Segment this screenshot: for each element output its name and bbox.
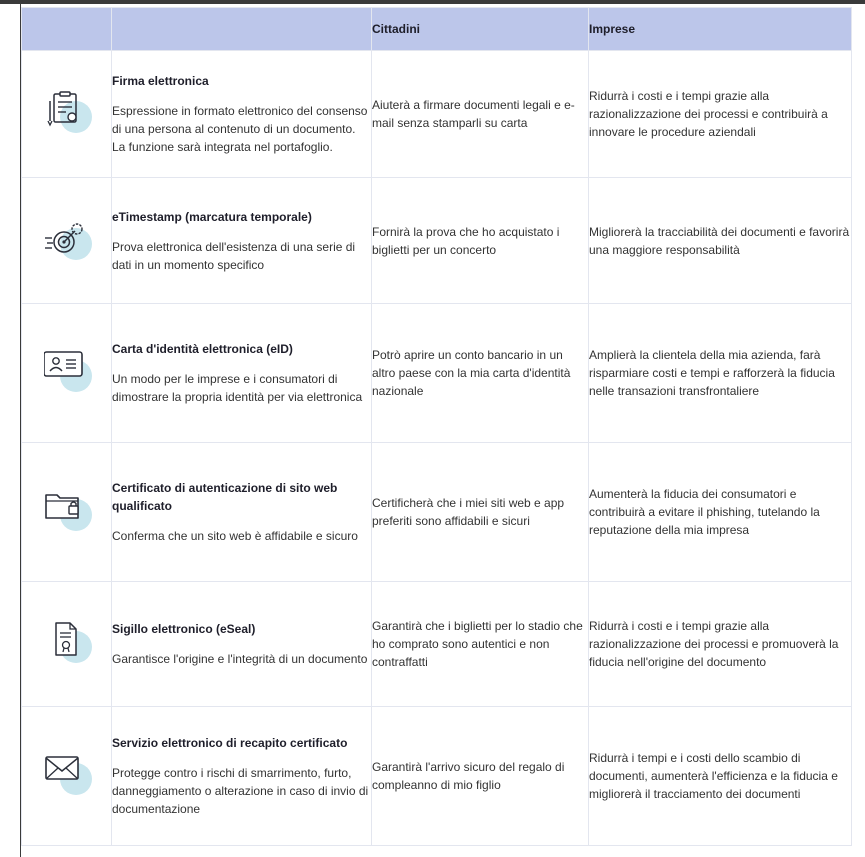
- header-companies: Imprese: [589, 8, 852, 51]
- icon-cell: [22, 178, 112, 304]
- table-row: [22, 51, 852, 178]
- service-description: Espressione in formato elettronico del consenso di una persona al contenuto di un documento. La funzione sarà integrata nel portafoglio.: [112, 104, 368, 154]
- sealed-certificate-icon: [44, 621, 100, 667]
- companies-cell: Ridurrà i costi e i tempi grazie alla razionalizzazione dei processi e promuoverà la fiducia nell'origine del documento: [589, 582, 852, 707]
- id-card-icon: [44, 350, 100, 396]
- icon-cell: [22, 443, 112, 582]
- service-description: Prova elettronica dell'esistenza di una serie di dati in un momento specifico: [112, 239, 356, 272]
- service-name: Firma elettronica: [112, 74, 209, 88]
- table-row: [22, 304, 852, 443]
- secure-folder-lock-icon: [44, 489, 100, 535]
- icon-cell: [22, 582, 112, 707]
- eidas-services-table: [21, 7, 852, 846]
- citizens-cell: Certificherà che i miei siti web e app preferiti sono affidabili e sicuri: [372, 443, 589, 582]
- service-cell: [112, 443, 372, 582]
- service-description: Conferma che un sito web è affidabile e sicuro: [112, 529, 358, 543]
- table-row: [22, 582, 852, 707]
- service-name: Carta d'identità elettronica (eID): [112, 342, 293, 356]
- companies-cell: Amplierà la clientela della mia azienda, farà risparmiare costi e tempi e rafforzerà la fiducia nelle transazioni transfrontaliere: [589, 304, 852, 443]
- citizens-cell: Garantirà che i biglietti per lo stadio che ho comprato sono autentici e non contraffatti: [372, 582, 589, 707]
- timestamp-target-gear-icon: [44, 218, 100, 264]
- citizens-cell: Aiuterà a firmare documenti legali e e-mail senza stamparli su carta: [372, 51, 589, 178]
- service-description: Garantisce l'origine e l'integrità di un documento: [112, 652, 368, 666]
- companies-cell: Migliorerà la tracciabilità dei documenti e favorirà una maggiore responsabilità: [589, 178, 852, 304]
- companies-cell: Aumenterà la fiducia dei consumatori e contribuirà a evitare il phishing, tutelando la reputazione della mia impresa: [589, 443, 852, 582]
- envelope-icon: [44, 753, 100, 799]
- header-service: [112, 8, 372, 51]
- citizens-cell: Garantirà l'arrivo sicuro del regalo di compleanno di mio figlio: [372, 707, 589, 846]
- service-name: Sigillo elettronico (eSeal): [112, 622, 256, 636]
- service-name: Servizio elettronico di recapito certificato: [112, 736, 348, 750]
- table-row: [22, 707, 852, 846]
- icon-cell: [22, 707, 112, 846]
- service-name: eTimestamp (marcatura temporale): [112, 209, 312, 224]
- service-description: Un modo per le imprese e i consumatori di dimostrare la propria identità per via elettronica: [112, 372, 363, 404]
- service-cell: [112, 304, 372, 443]
- citizens-cell: Potrò aprire un conto bancario in un altro paese con la mia carta d'identità nazionale: [372, 304, 589, 443]
- companies-cell: Ridurrà i costi e i tempi grazie alla razionalizzazione dei processi e contribuirà a innovare le procedure aziendali: [589, 51, 852, 178]
- signature-document-icon: [44, 91, 100, 137]
- header-row: [22, 8, 852, 51]
- service-cell: [112, 707, 372, 846]
- table-row: [22, 178, 852, 304]
- service-cell: [112, 582, 372, 707]
- service-cell: [112, 178, 372, 304]
- service-cell: [112, 51, 372, 178]
- top-border: [0, 0, 865, 4]
- icon-cell: [22, 51, 112, 178]
- table-row: [22, 443, 852, 582]
- icon-cell: [22, 304, 112, 443]
- companies-cell: Ridurrà i tempi e i costi dello scambio di documenti, aumenterà l'efficienza e la fiducia e migliorerà il tracciamento dei documenti: [589, 707, 852, 846]
- service-name: Certificato di autenticazione di sito web qualificato: [112, 481, 338, 513]
- service-description: Protegge contro i rischi di smarrimento, furto, danneggiamento o alterazione in caso di invio di documentazione: [112, 766, 369, 816]
- citizens-cell: Fornirà la prova che ho acquistato i biglietti per un concerto: [372, 178, 589, 304]
- header-citizens: Cittadini: [372, 8, 589, 51]
- header-icon-column: [22, 8, 112, 51]
